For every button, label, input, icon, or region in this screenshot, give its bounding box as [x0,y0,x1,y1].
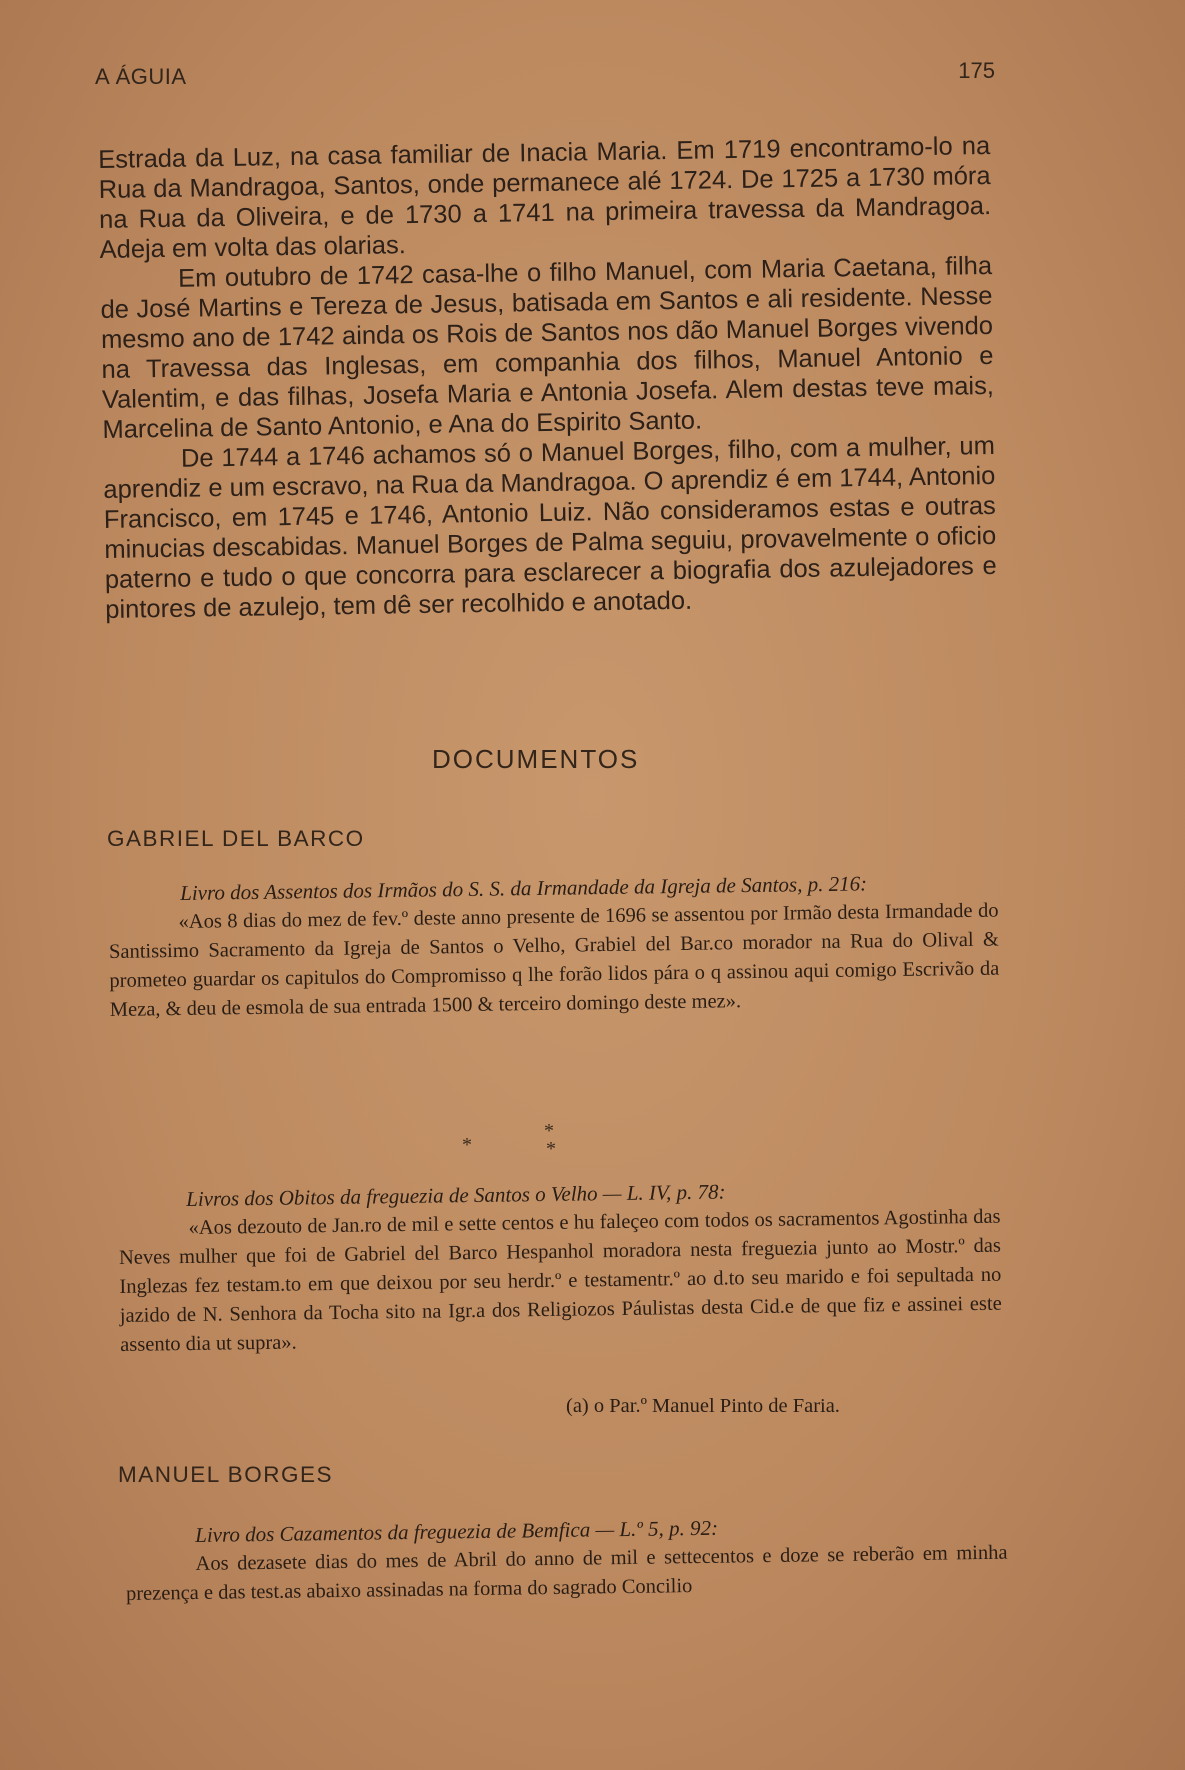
document-entry: «Aos 8 dias do mez de fev.º deste anno presente de 1696 se assentou por Irmão desta Irmandade do Santissimo Sacramento da Igreja de Santos o Velho, Grabiel del Bar.co morador na Rua do Olival & prometeo guardar os capitulos do Compromisso q lhe forão lidos pára o q assinou aqui comigo Escrivão da Meza, & deu de esmola de sua entrada 1500 & terceiro domingo deste mez». [108,899,1000,1021]
asterisk-left: * [462,1134,472,1156]
document-gabriel-1 [108,868,1000,1025]
section-heading: DOCUMENTOS [432,744,640,774]
asterisk-top: * [544,1120,554,1142]
document-gabriel-2 [118,1174,1002,1360]
signature-line: (a) o Par.º Manuel Pinto de Faria. [566,1395,840,1417]
asterisk-right: * [546,1138,556,1160]
source-citation: Livros dos Obitos da freguezia de Santos o Velho — L. IV, p. 78: [186,1179,726,1212]
document-entry: «Aos dezouto de Jan.ro de mil e sette centos e hu faleçeo com todos os sacramentos Agostinha das Neves mulher que foi de Gabriel del Barco Hespanhol moradora nesta freguezia junto ao Mostr.º das Inglezas fez testam.to em que deixou por seu herdr.º e testamentr.º ao d.to seu marido e foi sepultada no jazido de N. Senhora da Tocha sito na Igr.a dos Religiozos Páulistas desta Cid.e de que fiz e assinei este assento dia ut supra». [118,1205,1002,1356]
paragraph-1: Estrada da Luz, na casa familiar de Inacia Maria. Em 1719 encontramo-lo na Rua da Mandragoa, Santos, onde permanece alé 1724. De 1725 a 1730 móra na Rua da Oliveira, e de 1730 a 1741 na primeira travessa da Mandragoa. Adeja em volta das olarias. [98,131,992,264]
page-header [95,58,995,104]
person-heading-manuel: MANUEL BORGES [118,1462,333,1487]
source-citation: Livro dos Cazamentos da freguezia de Bemfica — L.º 5, p. 92: [195,1515,719,1548]
document-manuel [125,1510,1008,1609]
person-heading-gabriel: GABRIEL DEL BARCO [107,826,365,851]
source-citation: Livro dos Assentos dos Irmãos do S. S. da Irmandade da Igreja de Santos, p. 216: [180,871,868,905]
page-number: 175 [958,58,995,83]
paragraph-3: De 1744 a 1746 achamos só o Manuel Borges, filho, com a mulher, um aprendiz e um escravo, na Rua da Mandragoa. O aprendiz é em 1744, Antonio Francisco, em 1745 e 1746, Antonio Luiz. Não consideramos estas e outras minucias descabidas. Manuel Borges de Palma seguiu, provavelmente o oficio paterno e tudo o que concorra para esclarecer a biografia dos azulejadores e pintores de azulejo, tem dê ser recolhido e anotado. [103,431,997,624]
document-entry: Aos dezasete dias do mes de Abril do anno de mil e settecentos e doze se reberão em minha prezença e das test.as abaixo assinadas na forma do sagrado Concilio [125,1541,1008,1605]
asterism [462,1120,572,1160]
body-text [98,131,997,625]
running-head: A ÁGUIA [95,64,187,89]
paragraph-2: Em outubro de 1742 casa-lhe o filho Manuel, com Maria Caetana, filha de José Martins e Tereza de Jesus, batisada em Santos e ali residente. Nesse mesmo ano de 1742 ainda os Rois de Santos nos dão Manuel Borges vivendo na Travessa das Inglesas, em companhia dos filhos, Manuel Antonio e Valentim, e das filhas, Josefa Maria e Antonia Josefa. Alem destas teve mais, Marcelina de Santo Antonio, e Ana do Espirito Santo. [100,251,995,444]
